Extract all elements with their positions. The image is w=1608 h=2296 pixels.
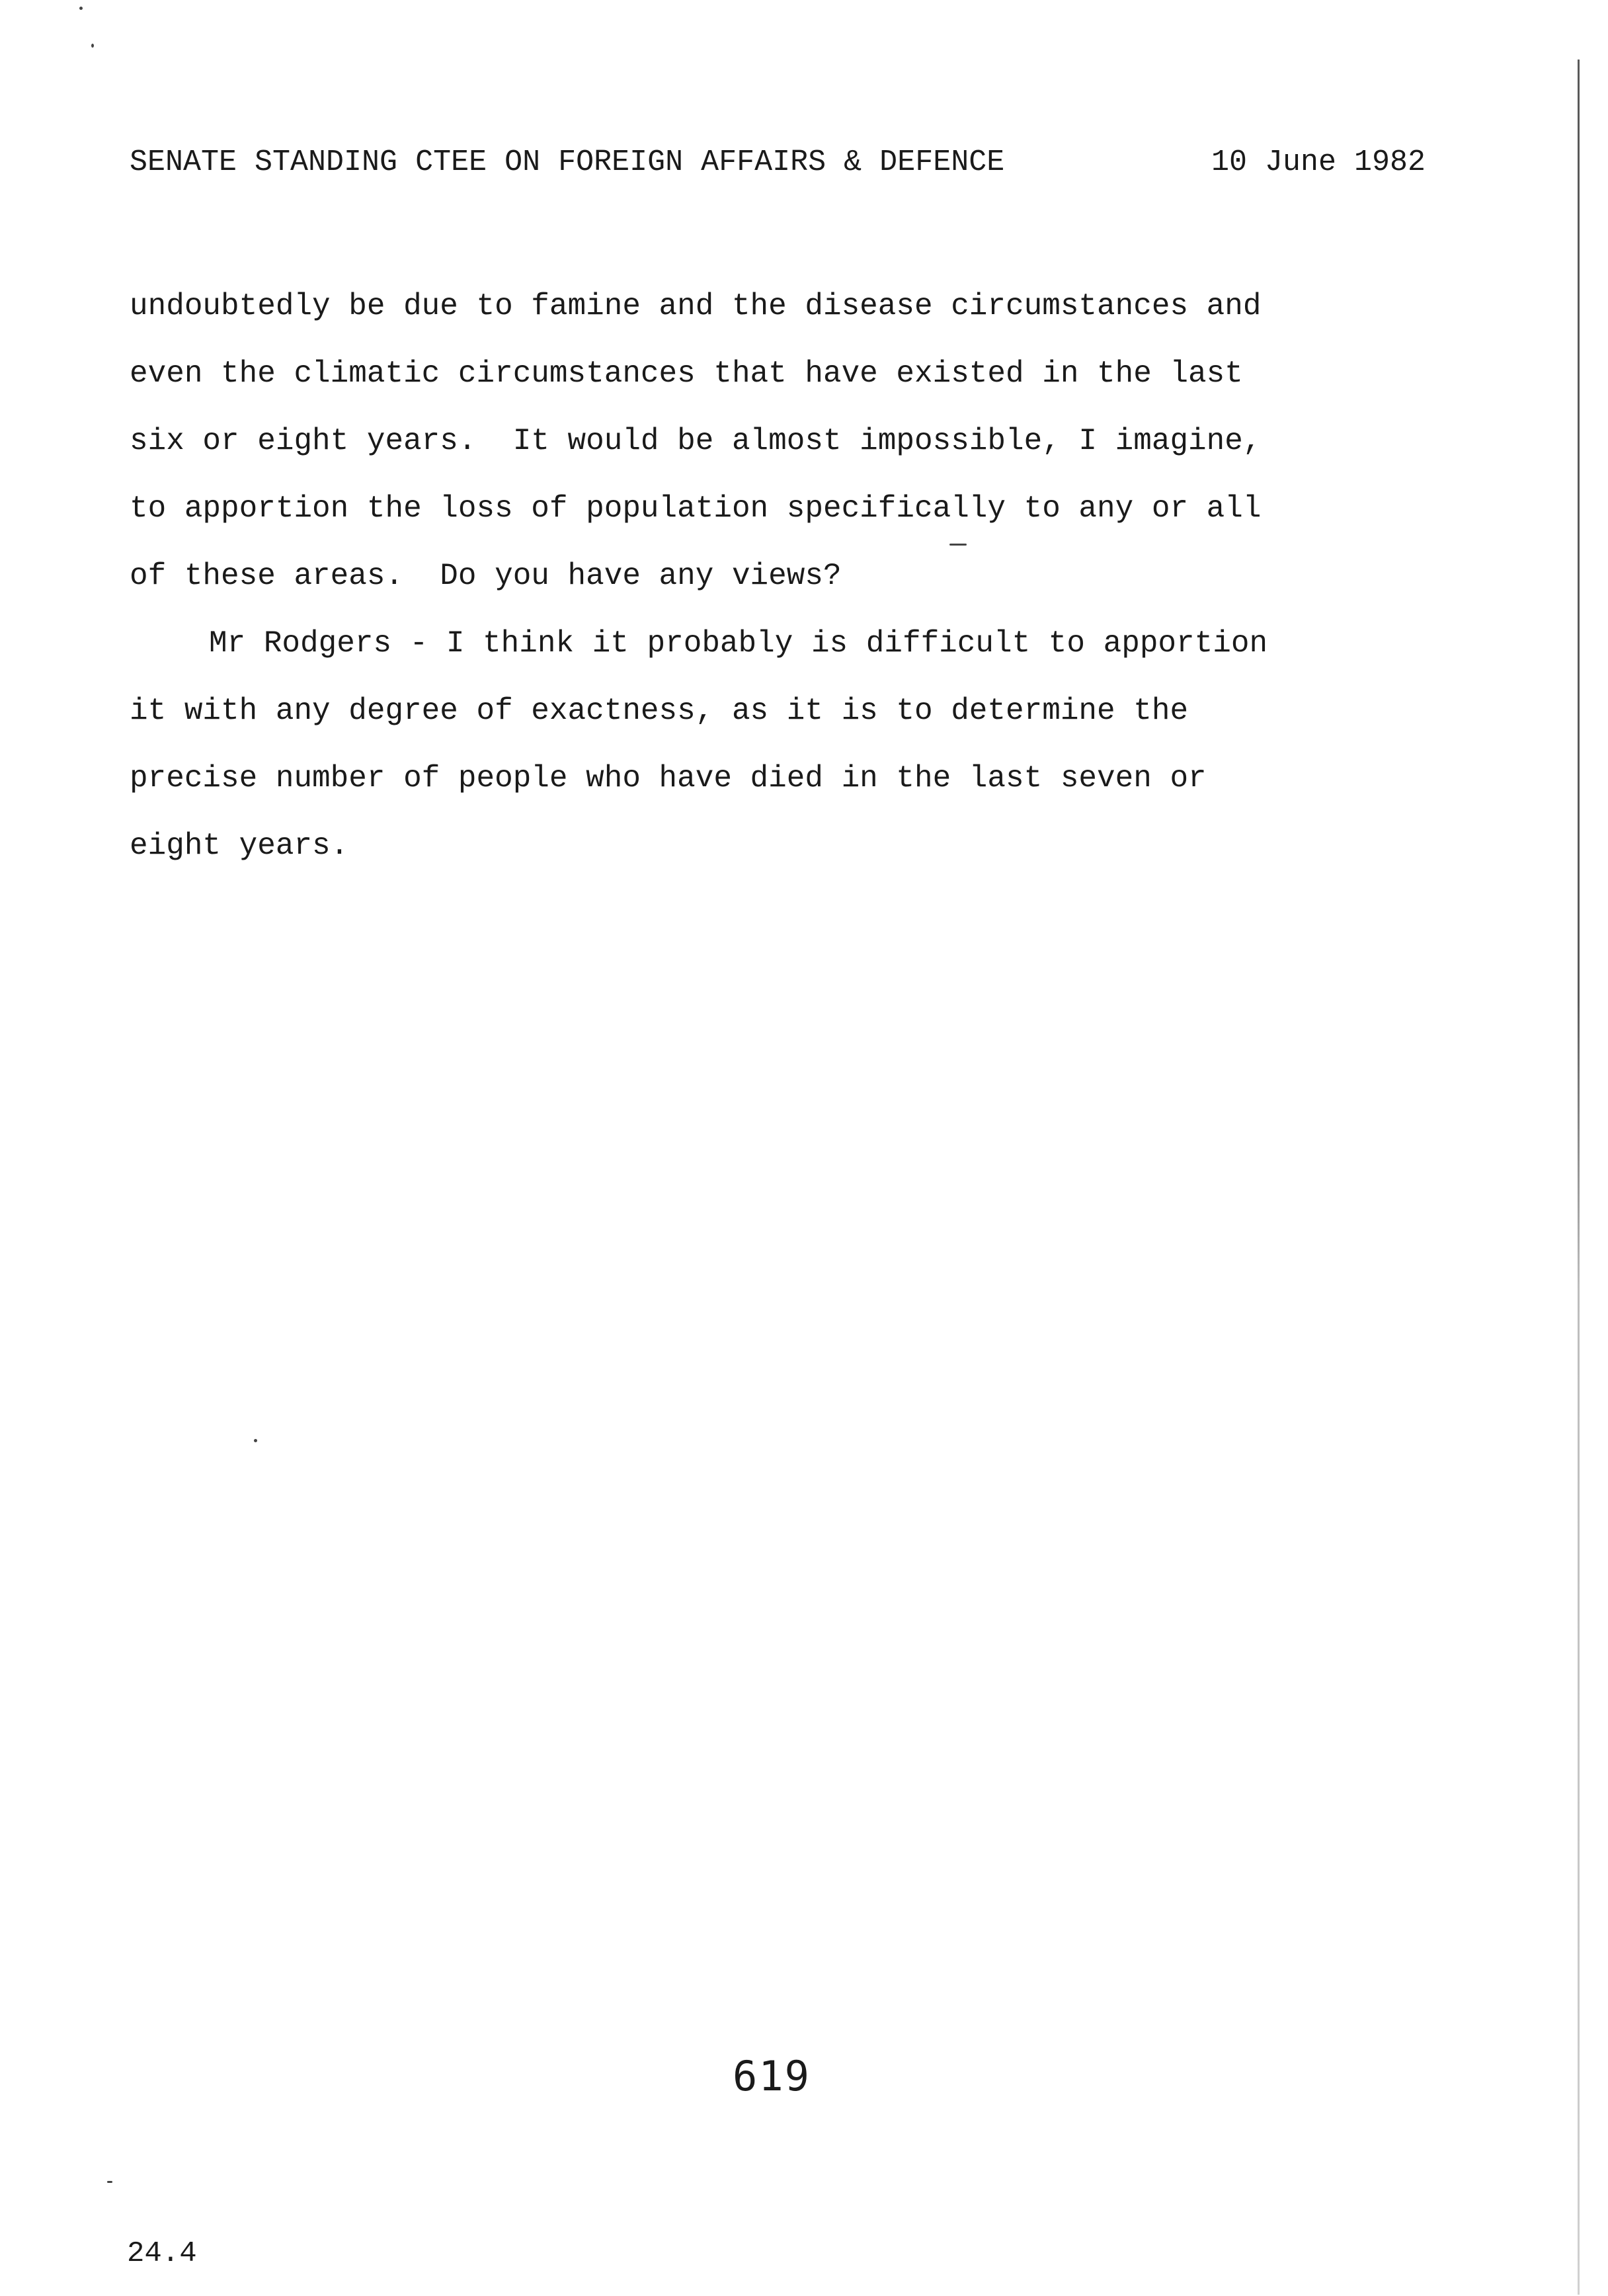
transcript-body xyxy=(130,272,1386,880)
page-number: 619 xyxy=(733,2052,811,2100)
transcript-line: it with any degree of exactness, as it is to determine the xyxy=(130,694,1189,728)
scan-margin-line xyxy=(1578,60,1580,2295)
transcript-line: even the climatic circumstances that have existed in the last xyxy=(130,356,1243,391)
document-reference: 24.4 xyxy=(127,2237,197,2270)
transcript-line: precise number of people who have died in the last seven or xyxy=(130,761,1207,796)
transcript-line: of these areas. Do you have any views? xyxy=(130,559,842,593)
scan-speck xyxy=(254,1439,257,1442)
header-date: 10 June 1982 xyxy=(1211,145,1426,179)
scan-speck xyxy=(79,7,83,10)
transcript-line: six or eight years. It would be almost impossible, I imagine, xyxy=(130,424,1262,458)
transcript-line: undoubtedly be due to famine and the disease circumstances and xyxy=(130,289,1262,323)
scan-speck xyxy=(107,2181,112,2183)
scan-speck xyxy=(949,544,967,546)
transcript-line-speaker: Mr Rodgers - I think it probably is difficult to apportion xyxy=(209,626,1268,661)
header-title: SENATE STANDING CTEE ON FOREIGN AFFAIRS & DEFENCE xyxy=(130,145,1005,179)
transcript-line: to apportion the loss of population specifically to any or all xyxy=(130,491,1262,526)
transcript-line: eight years. xyxy=(130,829,349,863)
scan-speck xyxy=(91,44,94,48)
